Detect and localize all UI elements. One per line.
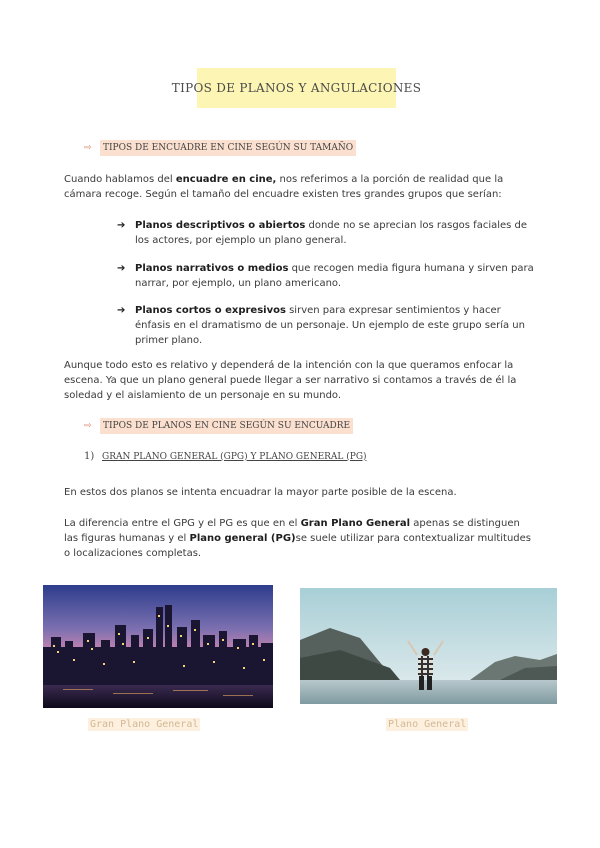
bullet-text: Planos descriptivos o abiertos donde no se aprecian los rasgos faciales de los actores, por ejemplo un plano general.	[135, 220, 528, 246]
intro-paragraph: Cuando hablamos del encuadre en cine, nos referimos a la porción de realidad que la cámara recoge. Según el tamaño del encuadre existen tres grandes grupos que serían:	[64, 174, 504, 200]
arrow-right-icon: ⇨	[84, 421, 92, 431]
section-heading-1-text: TIPOS DE ENCUADRE EN CINE SEGÚN SU TAMAÑO	[100, 140, 356, 156]
subsection-title: GRAN PLANO GENERAL (GPG) Y PLANO GENERAL (PG)	[102, 451, 367, 462]
outro-paragraph: Aunque todo esto es relativo y dependerá de la intención con la que queramos enfocar la escena. Ya que un plano general puede llegar a ser narrativo si contamos a través de él la soledad y el aislamiento de un personaje en su mundo.	[64, 360, 517, 401]
section-heading-2	[84, 417, 353, 435]
caption-right: Plano General	[388, 719, 467, 730]
bullet-text: Planos cortos o expresivos sirven para expresar sentimientos y hacer énfasis en el dramatismo de un personaje. Un ejemplo de este grupo sería un primer plano.	[135, 305, 525, 346]
arrow-bullet-icon: ➔	[117, 305, 126, 316]
arrow-right-icon: ⇨	[84, 143, 92, 153]
bullet-item	[117, 261, 535, 291]
plans-paragraph: En estos dos planos se intenta encuadrar la mayor parte posible de la escena.	[64, 487, 457, 498]
page-title: TIPOS DE PLANOS Y ANGULACIONES	[197, 68, 396, 108]
bullet-text: Planos narrativos o medios que recogen media figura humana y sirven para narrar, por ejemplo, un plano americano.	[135, 263, 534, 289]
subsection-number: 1)	[84, 451, 95, 462]
arrow-bullet-icon: ➔	[117, 263, 126, 274]
city-skyline-image	[43, 585, 273, 708]
arrow-bullet-icon: ➔	[117, 220, 126, 231]
person-landscape-image	[300, 588, 557, 704]
difference-paragraph: La diferencia entre el GPG y el PG es que en el Gran Plano General apenas se distinguen las figuras humanas y el Plano general (PG)se suele utilizar para contextualizar multitudes o localizaciones completas.	[64, 518, 532, 559]
caption-left: Gran Plano General	[90, 719, 199, 730]
section-heading-2-text: TIPOS DE PLANOS EN CINE SEGÚN SU ENCUADRE	[100, 418, 353, 434]
bullet-item	[117, 218, 535, 248]
section-heading-1	[84, 139, 356, 157]
bullet-item	[117, 303, 535, 348]
subsection-heading	[84, 451, 367, 462]
